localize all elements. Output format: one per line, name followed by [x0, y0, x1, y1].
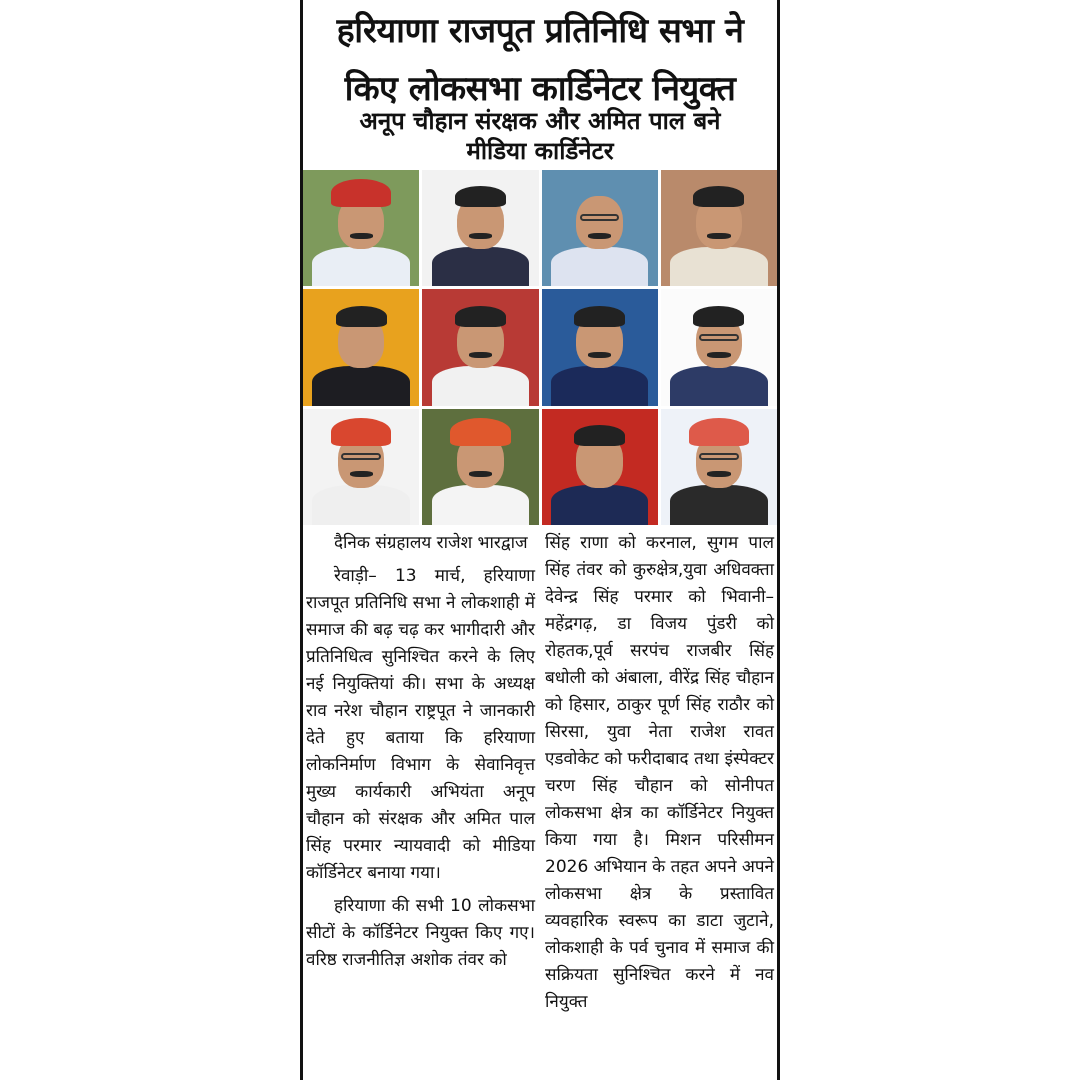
portrait-photo — [661, 170, 777, 286]
hair — [574, 306, 625, 327]
mustache — [588, 233, 611, 239]
hair — [574, 425, 625, 446]
hair — [455, 186, 506, 207]
glasses — [341, 453, 381, 460]
portrait-photo — [542, 289, 658, 405]
portrait-shirt — [670, 366, 768, 406]
photo-grid — [303, 170, 777, 525]
paragraph: हरियाणा की सभी 10 लोकसभा सीटों के कॉर्डिनेटर नियुक्त किए गए। वरिष्ठ राजनीतिज्ञ अशोक तंवर को — [306, 896, 535, 970]
portrait-shirt — [551, 247, 649, 287]
portrait-shirt — [670, 247, 768, 287]
portrait-face — [576, 196, 623, 250]
paragraph: सिंह राणा को करनाल, सुगम पाल सिंह तंवर को कुरुक्षेत्र,युवा अधिवक्ता देवेन्द्र सिंह परमार को भिवानी– महेंद्रगढ़, डा विजय पुंडरी को रोहतक,पूर्व सरपंच राजबीर सिंह बधोली को अंबाला, वीरेंद्र सिंह चौहान को हिसार, ठाकुर पूर्ण सिंह राठौर को सिरसा, युवा नेता राजेश रावत एडवोकेट को फरीदाबाद तथा इंस्पेक्टर चरण सिंह चौहान को सोनीपत लोकसभा क्षेत्र का कॉर्डिनेटर नियुक्त किया गया है। मिशन परिसीमन 2026 अभियान के तहत अपने अपने लोकसभा क्षेत्र के प्रस्तावित व्यवहारिक स्वरूप का डाटा जुटाने, लोकशाही के पर्व चुनाव में समाज की सक्रियता सुनिश्चित करने में नव नियुक्त — [545, 533, 774, 1012]
glasses — [699, 453, 739, 460]
portrait-shirt — [432, 247, 530, 287]
portrait-photo — [542, 170, 658, 286]
portrait-photo — [303, 289, 419, 405]
glasses — [580, 214, 620, 221]
hair — [455, 306, 506, 327]
mustache — [469, 471, 492, 477]
hair — [336, 306, 387, 327]
portrait-shirt — [312, 366, 410, 406]
article-body — [306, 530, 774, 1080]
paragraph: रेवाड़ी– 13 मार्च, हरियाणा राजपूत प्रतिनिधि सभा ने लोकशाही में समाज की बढ़ चढ़ कर भागीदारी और प्रतिनिधित्व सुनिश्चित करने के लिए नई नियुक्तियां की। सभा के अध्यक्ष राव नरेश चौहान राष्ट्रपूत ने जानकारी देते हुए बताया कि हरियाणा लोकनिर्माण विभाग के सेवानिवृत्त मुख्य कार्यकारी अभियंता अनूप चौहान को संरक्षक और अमित पाल सिंह परमार न्यायवादी को मीडिया कॉर्डिनेटर बनाया गया। — [306, 566, 535, 883]
turban — [450, 418, 510, 446]
newspaper-clipping — [300, 0, 780, 1080]
subheadline-line-1: अनूप चौहान संरक्षक और अमित पाल बने — [359, 107, 721, 135]
portrait-photo — [422, 170, 538, 286]
subheadline — [303, 106, 777, 166]
portrait-photo — [303, 409, 419, 525]
mustache — [707, 352, 730, 358]
headline-line-1: हरियाणा राजपूत प्रतिनिधि सभा ने — [336, 11, 744, 51]
portrait-photo — [542, 409, 658, 525]
portrait-photo — [661, 289, 777, 405]
mustache — [350, 471, 373, 477]
turban — [331, 179, 391, 207]
portrait-shirt — [670, 485, 768, 525]
portrait-shirt — [432, 485, 530, 525]
portrait-photo — [422, 289, 538, 405]
mustache — [469, 233, 492, 239]
hair — [693, 306, 744, 327]
portrait-photo — [422, 409, 538, 525]
turban — [689, 418, 749, 446]
portrait-photo — [303, 170, 419, 286]
mustache — [350, 233, 373, 239]
portrait-photo — [661, 409, 777, 525]
mustache — [707, 233, 730, 239]
headline-line-2: किए लोकसभा कार्डिनेटर नियुक्त — [344, 69, 736, 109]
hair — [693, 186, 744, 207]
portrait-shirt — [312, 485, 410, 525]
byline: दैनिक संग्रहालय राजेश भारद्वाज — [334, 533, 528, 553]
turban — [331, 418, 391, 446]
portrait-shirt — [551, 366, 649, 406]
text-column-2 — [545, 530, 774, 1080]
text-column-1 — [306, 530, 535, 1080]
portrait-shirt — [551, 485, 649, 525]
glasses — [699, 334, 739, 341]
portrait-shirt — [432, 366, 530, 406]
mustache — [469, 352, 492, 358]
subheadline-line-2: मीडिया कार्डिनेटर — [466, 137, 614, 165]
portrait-shirt — [312, 247, 410, 287]
headline — [303, 2, 777, 118]
mustache — [707, 471, 730, 477]
mustache — [588, 352, 611, 358]
